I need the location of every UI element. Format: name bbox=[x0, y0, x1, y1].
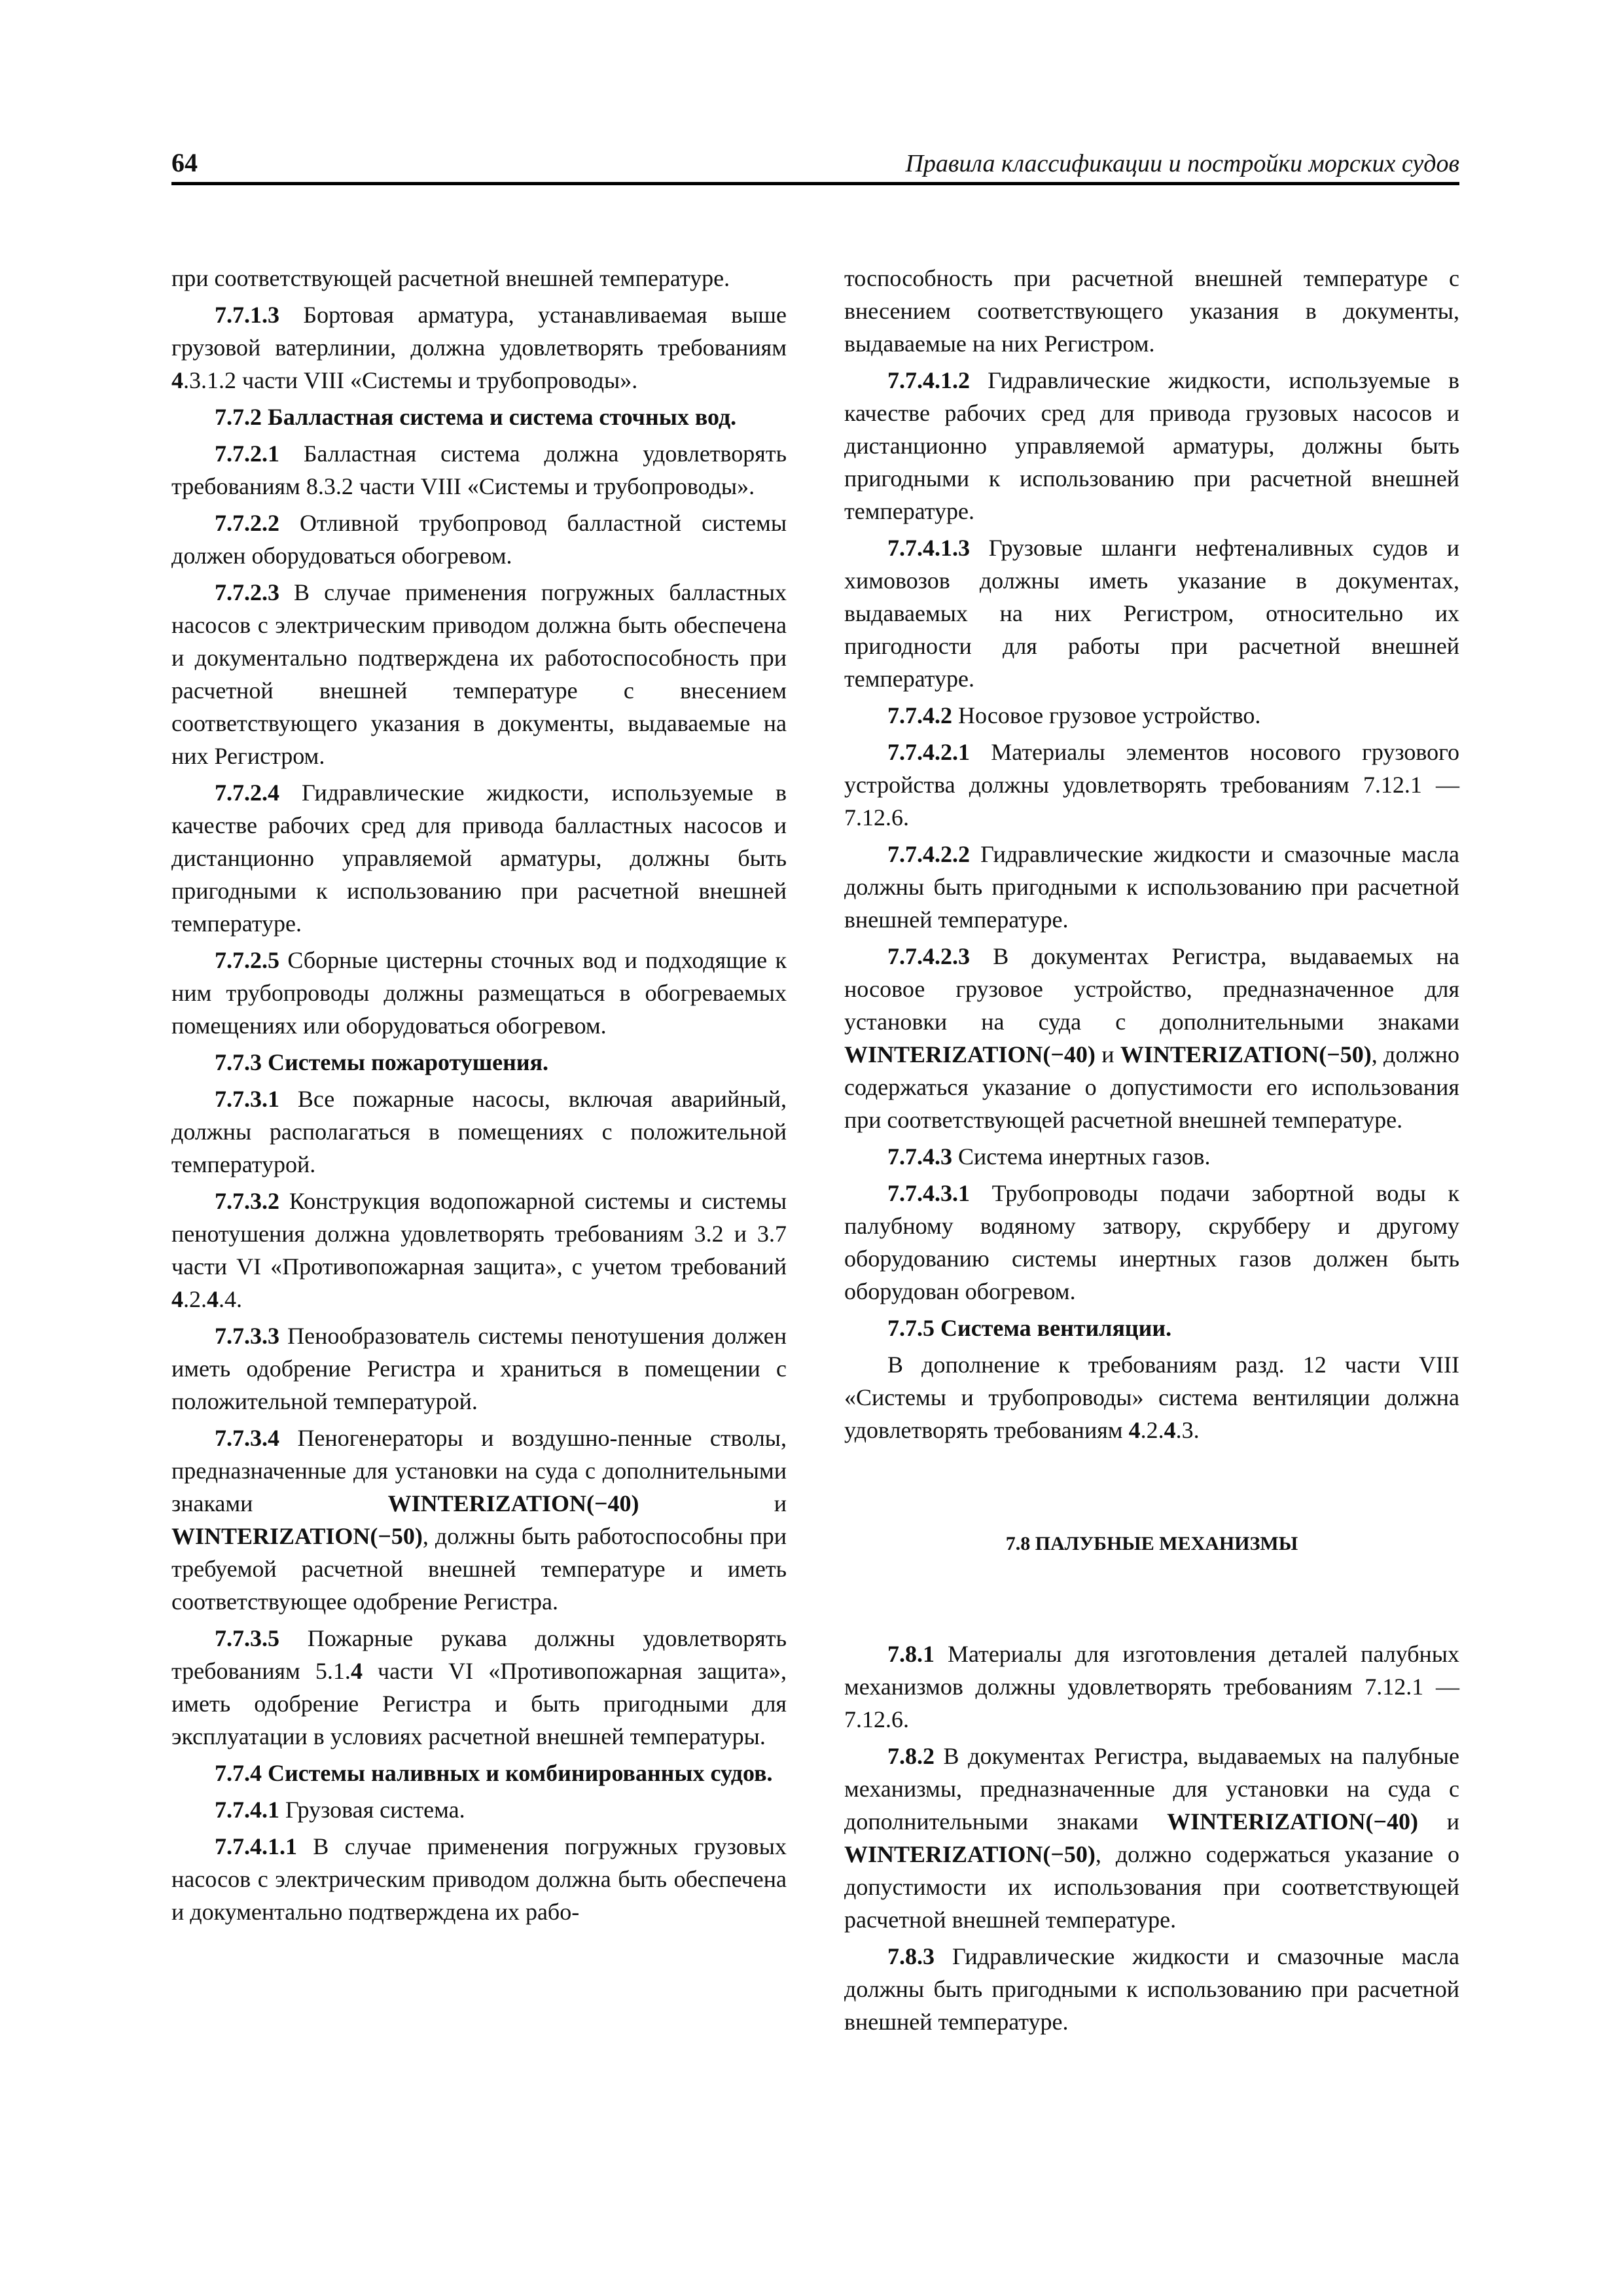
paragraph: при соответствующей расчетной внешней температуре. bbox=[171, 265, 730, 291]
paragraph-7-7-3-1: 7.7.3.1 Все пожарные насосы, включая аварийный, должны располагаться в помещениях с положительной температурой. bbox=[171, 1086, 787, 1177]
paragraph-ventilation: В дополнение к требованиям разд. 12 части VIII «Системы и трубопроводы» система вентиляции должна удовлетворять требованиям 4.2.4.3. bbox=[844, 1352, 1459, 1443]
subsection-title-7-7-3: 7.7.3 Системы пожаротушения. bbox=[215, 1049, 549, 1075]
right-column bbox=[844, 262, 1459, 2042]
paragraph-7-7-3-4: 7.7.3.4 Пеногенераторы и воздушно-пенные стволы, предназначенные для установки на суда с дополнительными знаками WINTERIZATION(−40) и WINTERIZATION(−50), должны быть работоспособны при требуемой расчетной внешней температуре и иметь соответствующее одобрение Регистра. bbox=[171, 1425, 787, 1615]
paragraph-7-7-1-3: 7.7.1.3 Бортовая арматура, устанавливаемая выше грузовой ватерлинии, должна удовлетворять требованиям 4.3.1.2 части VIII «Системы и трубопроводы». bbox=[171, 302, 787, 393]
paragraph-7-7-4-1-2: 7.7.4.1.2 Гидравлические жидкости, используемые в качестве рабочих сред для привода грузовых насосов и дистанционно управляемой арматуры, должны быть пригодными к использованию при расчетной внешней температуре. bbox=[844, 367, 1459, 524]
paragraph-7-7-4-1-3: 7.7.4.1.3 Грузовые шланги нефтеналивных судов и химовозов должны иметь указание в документах, выдаваемых на них Регистром, относительно их пригодности для работы при расчетной внешней температуре. bbox=[844, 535, 1459, 692]
paragraph-7-7-4-3: 7.7.4.3 Система инертных газов. bbox=[887, 1143, 1211, 1170]
page-header bbox=[171, 145, 1459, 185]
paragraph-7-7-3-5: 7.7.3.5 Пожарные рукава должны удовлетворять требованиям 5.1.4 части VI «Противопожарная защита», иметь одобрение Регистра и быть пригодными для эксплуатации в условиях расчетной внешней температуры. bbox=[171, 1625, 787, 1749]
paragraph-7-7-4-2-2: 7.7.4.2.2 Гидравлические жидкости и смазочные масла должны быть пригодными к использованию при расчетной внешней температуре. bbox=[844, 841, 1459, 933]
paragraph-7-8-1: 7.8.1 Материалы для изготовления деталей палубных механизмов должны удовлетворять требованиям 7.12.1 — 7.12.6. bbox=[844, 1641, 1459, 1732]
running-title: Правила классификации и постройки морских судов bbox=[905, 150, 1459, 177]
section-heading-7-8: 7.8 ПАЛУБНЫЕ МЕХАНИЗМЫ bbox=[1005, 1533, 1298, 1554]
paragraph-7-8-2: 7.8.2 В документах Регистра, выдаваемых на палубные механизмы, предназначенные для установки на суда с дополнительными знаками WINTERIZATION(−40) и WINTERIZATION(−50), должно содержаться указание о допустимости их использования при соответствующей расчетной внешней температуре. bbox=[844, 1743, 1459, 1933]
paragraph-7-7-4-3-1: 7.7.4.3.1 Трубопроводы подачи забортной воды к палубному водяному затвору, скрубберу и другому оборудованию системы инертных газов должен быть оборудован обогревом. bbox=[844, 1180, 1459, 1304]
subsection-title-7-7-2: 7.7.2 Балластная система и система сточных вод. bbox=[215, 404, 737, 430]
paragraph-7-7-2-1: 7.7.2.1 Балластная система должна удовлетворять требованиям 8.3.2 части VIII «Системы и трубопроводы». bbox=[171, 440, 787, 499]
paragraph-7-7-2-5: 7.7.2.5 Сборные цистерны сточных вод и подходящие к ним трубопроводы должны размещаться в обогреваемых помещениях или оборудоваться обогревом. bbox=[171, 947, 787, 1039]
paragraph-7-8-3: 7.8.3 Гидравлические жидкости и смазочные масла должны быть пригодными к использованию при расчетной внешней температуре. bbox=[844, 1943, 1459, 2035]
paragraph-7-7-3-2: 7.7.3.2 Конструкция водопожарной системы и системы пенотушения должна удовлетворять требованиям 3.2 и 3.7 части VI «Противопожарная защита», с учетом требований 4.2.4.4. bbox=[171, 1188, 787, 1312]
paragraph-7-7-4-2-3: 7.7.4.2.3 В документах Регистра, выдаваемых на носовое грузовое устройство, предназначенное для установки на суда с дополнительными знаками WINTERIZATION(−40) и WINTERIZATION(−50), должно содержаться указание о допустимости его использования при соответствующей расчетной внешней температуре. bbox=[844, 943, 1459, 1133]
paragraph-7-7-4-1: 7.7.4.1 Грузовая система. bbox=[215, 1797, 465, 1823]
paragraph-7-7-3-3: 7.7.3.3 Пенообразователь системы пенотушения должен иметь одобрение Регистра и храниться в помещении с положительной температурой. bbox=[171, 1323, 787, 1414]
subsection-title-7-7-5: 7.7.5 Система вентиляции. bbox=[887, 1315, 1172, 1341]
paragraph-7-7-4-2: 7.7.4.2 Носовое грузовое устройство. bbox=[887, 702, 1261, 728]
paragraph-7-7-2-2: 7.7.2.2 Отливной трубопровод балластной системы должен оборудоваться обогревом. bbox=[171, 510, 787, 569]
left-column bbox=[171, 262, 787, 1932]
paragraph-7-7-2-4: 7.7.2.4 Гидравлические жидкости, используемые в качестве рабочих сред для привода балластных насосов и дистанционно управляемой арматуры, должны быть пригодными к использованию при расчетной внешней температуре. bbox=[171, 780, 787, 937]
page-number: 64 bbox=[171, 148, 198, 177]
subsection-title-7-7-4: 7.7.4 Системы наливных и комбинированных судов. bbox=[215, 1760, 773, 1786]
paragraph: тоспособность при расчетной внешней температуре с внесением соответствующего указания в документы, выдаваемые на них Регистром. bbox=[844, 265, 1459, 357]
paragraph-7-7-2-3: 7.7.2.3 В случае применения погружных балластных насосов с электрическим приводом должна быть обеспечена и документально подтверждена их работоспособность при расчетной внешней температуре с внесением соответствующего указания в документы, выдаваемые на них Регистром. bbox=[171, 579, 787, 769]
paragraph-7-7-4-2-1: 7.7.4.2.1 Материалы элементов носового грузового устройства должны удовлетворять требованиям 7.12.1 — 7.12.6. bbox=[844, 739, 1459, 831]
paragraph-7-7-4-1-1: 7.7.4.1.1 В случае применения погружных грузовых насосов с электрическим приводом должна быть обеспечена и документально подтверждена их рабо- bbox=[171, 1833, 787, 1925]
